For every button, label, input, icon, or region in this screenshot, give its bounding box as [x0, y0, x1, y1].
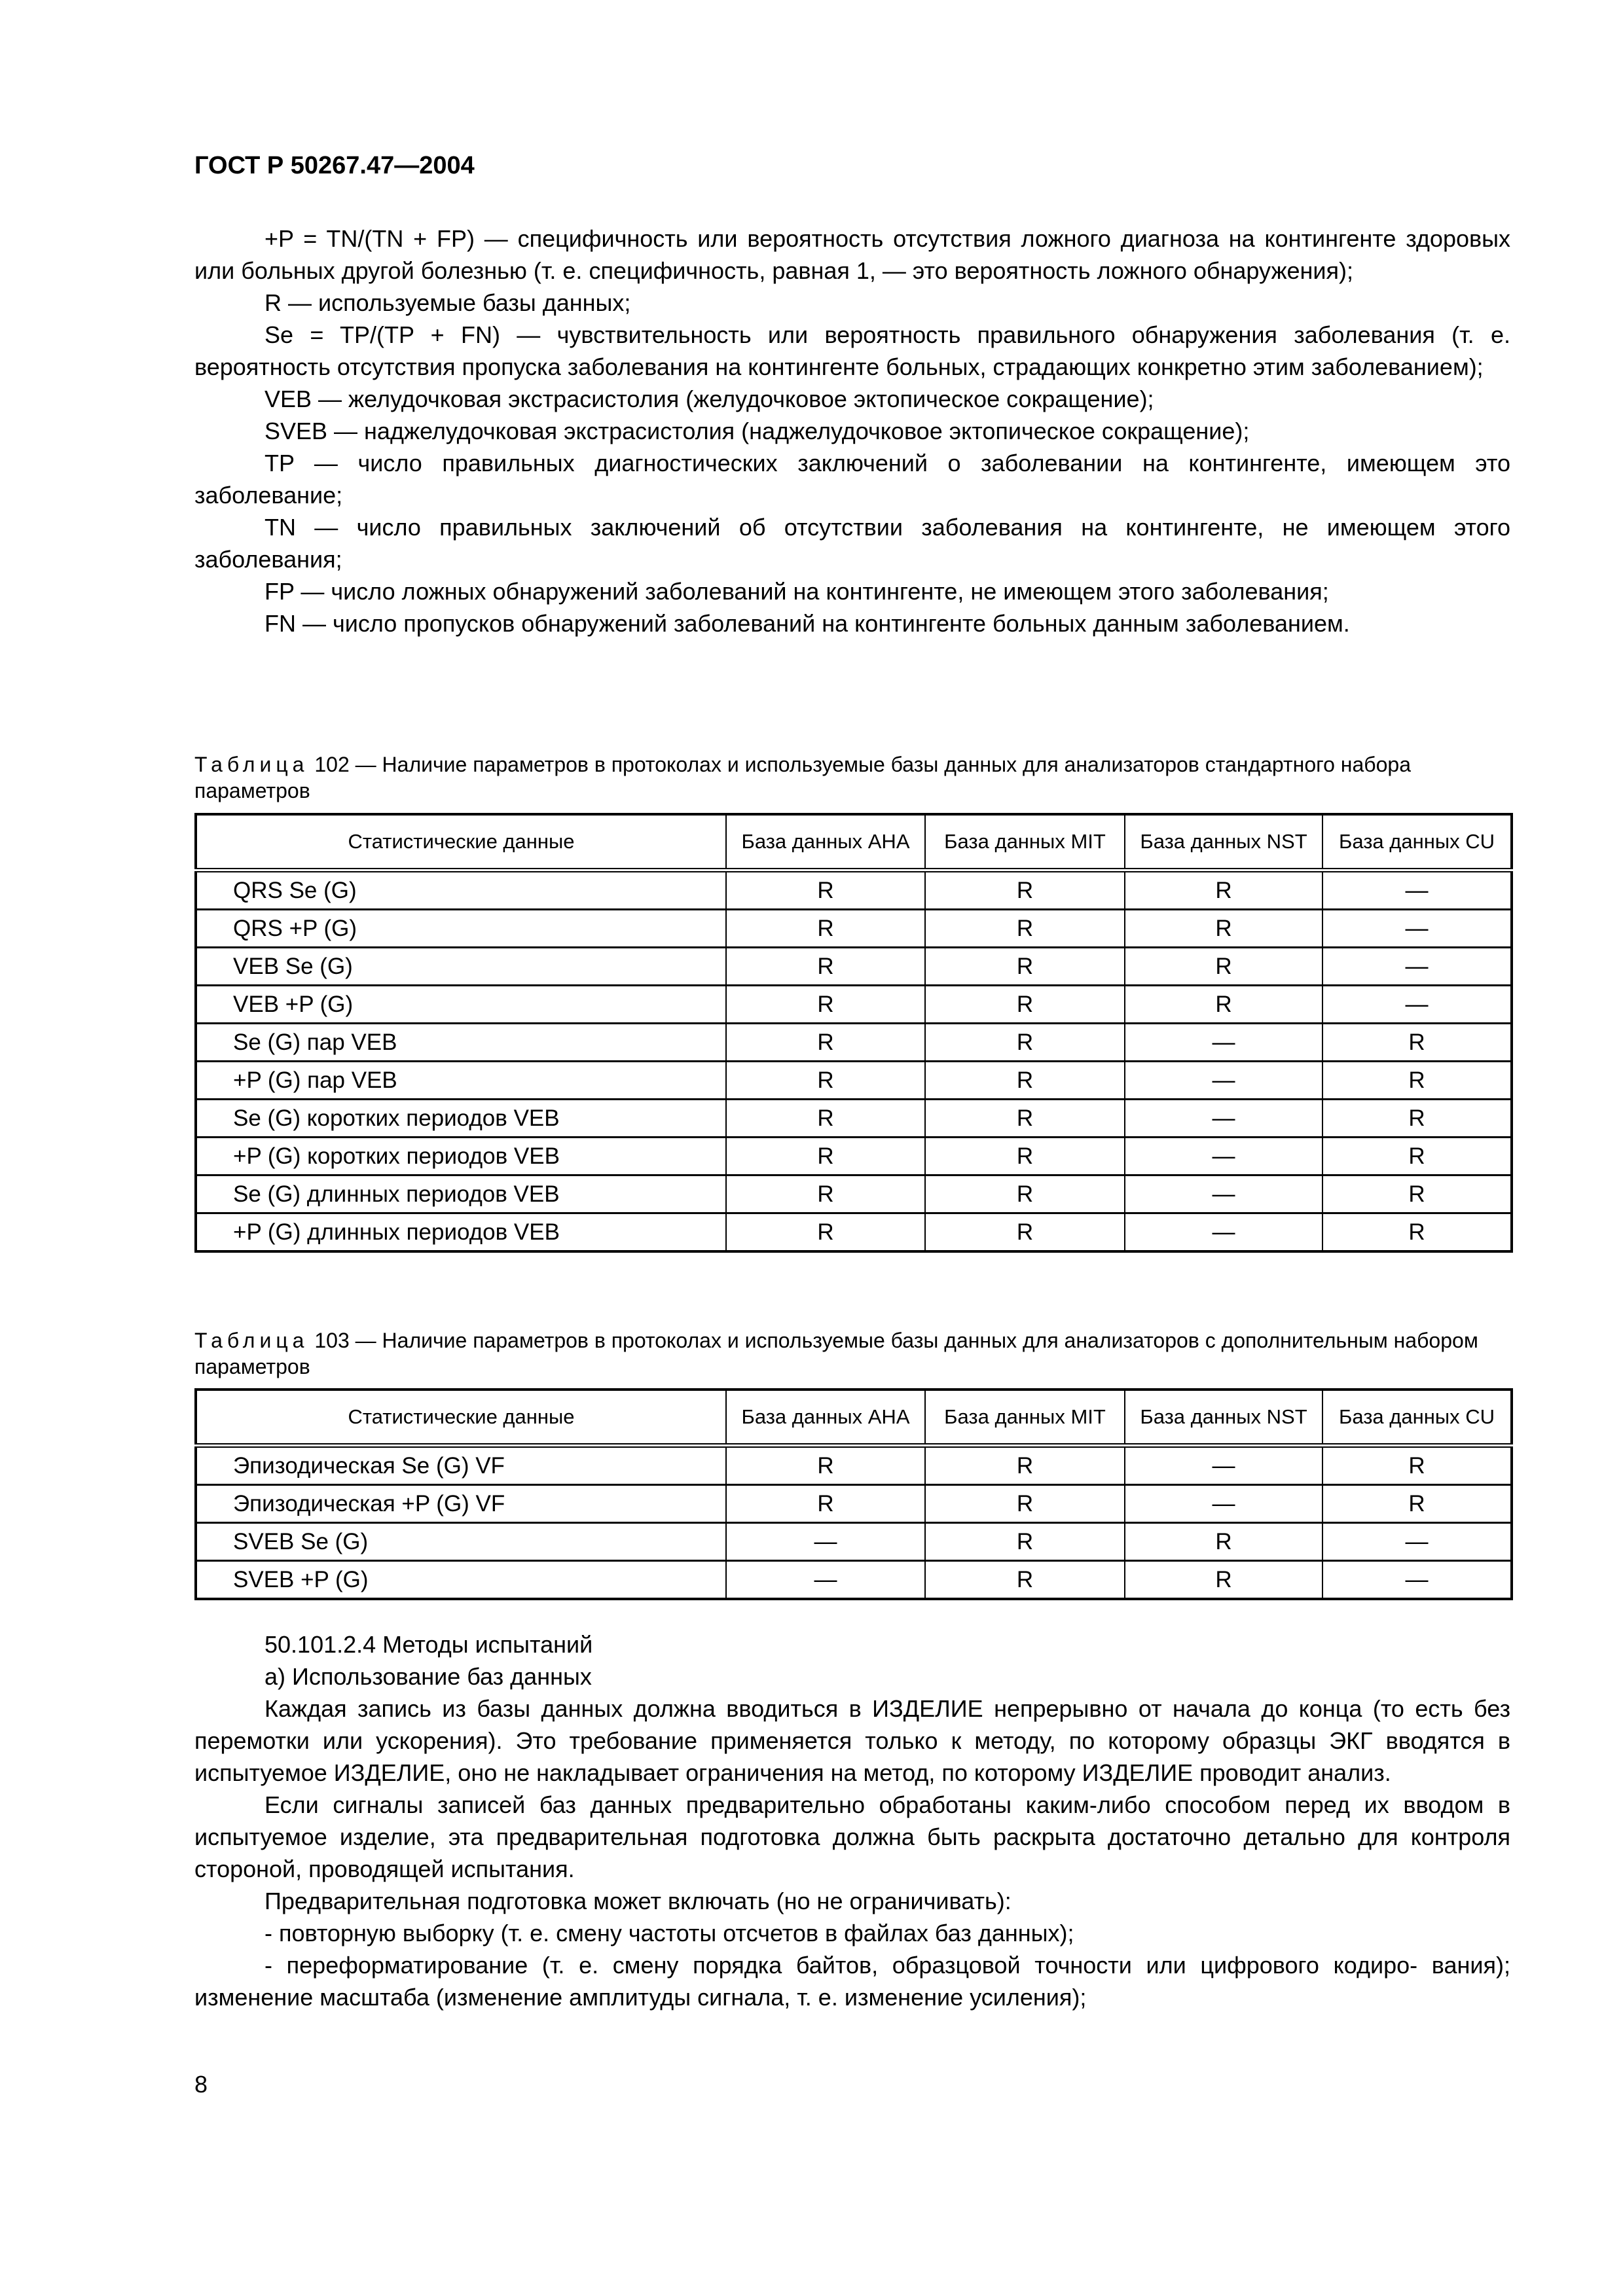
cell-nst: —: [1125, 1062, 1322, 1100]
section-paragraph: Если сигналы записей баз данных предварительно обработаны каким-либо способом перед их вводом в испытуемое изделие, эта предварительная подготовка должна быть раскрыта достаточно детально для контроля стороной, проводящей испытания.: [194, 1791, 1510, 1882]
column-header-statistics: Статистические данные: [196, 814, 726, 870]
cell-nst: —: [1125, 1485, 1322, 1523]
cell-mit: R: [925, 986, 1125, 1024]
cell-nst: —: [1125, 1446, 1322, 1485]
cell-aha: R: [726, 870, 925, 910]
cell-aha: R: [726, 1485, 925, 1523]
column-header-cu: База данных CU: [1322, 814, 1512, 870]
cell-mit: R: [925, 910, 1125, 948]
cell-nst: R: [1125, 948, 1322, 986]
table-header-row: [196, 1390, 1512, 1446]
column-header-nst: База данных NST: [1125, 814, 1322, 870]
row-label: SVEB Se (G): [196, 1523, 726, 1561]
page-number: 8: [194, 2071, 208, 2098]
row-label: +P (G) коротких периодов VEB: [196, 1138, 726, 1175]
definition-sveb: SVEB — наджелудочковая экстрасистолия (наджелудочковое эктопическое сокращение);: [264, 418, 1250, 444]
cell-aha: R: [726, 948, 925, 986]
row-label: SVEB +P (G): [196, 1561, 726, 1600]
cell-aha: R: [726, 1062, 925, 1100]
cell-cu: —: [1322, 1561, 1512, 1600]
table-caption-text: 102 — Наличие параметров в протоколах и используемые базы данных для анализаторов стандартного набора параметров: [194, 753, 1411, 802]
table-row: [196, 870, 1512, 910]
table-row: [196, 910, 1512, 948]
table-row: [196, 1446, 1512, 1485]
cell-nst: R: [1125, 870, 1322, 910]
row-label: QRS +P (G): [196, 910, 726, 948]
column-header-mit: База данных MIT: [925, 814, 1125, 870]
cell-cu: —: [1322, 948, 1512, 986]
cell-nst: —: [1125, 1213, 1322, 1252]
cell-mit: R: [925, 1561, 1125, 1600]
row-label: +P (G) длинных периодов VEB: [196, 1213, 726, 1252]
table-row: [196, 1523, 1512, 1561]
cell-mit: R: [925, 1485, 1125, 1523]
cell-mit: R: [925, 1024, 1125, 1062]
cell-cu: R: [1322, 1485, 1512, 1523]
cell-mit: R: [925, 1100, 1125, 1138]
table-102: [194, 813, 1513, 1253]
definitions-list: [194, 223, 1510, 639]
column-header-nst: База данных NST: [1125, 1390, 1322, 1446]
definition-r: R — используемые базы данных;: [264, 289, 631, 316]
cell-nst: —: [1125, 1175, 1322, 1213]
cell-cu: —: [1322, 986, 1512, 1024]
cell-aha: R: [726, 1100, 925, 1138]
column-header-aha: База данных AHA: [726, 1390, 925, 1446]
table-row: [196, 1175, 1512, 1213]
column-header-statistics: Статистические данные: [196, 1390, 726, 1446]
cell-mit: R: [925, 1175, 1125, 1213]
table-header-row: [196, 814, 1512, 870]
column-header-aha: База данных AHA: [726, 814, 925, 870]
cell-nst: R: [1125, 1523, 1322, 1561]
cell-nst: R: [1125, 910, 1322, 948]
cell-aha: R: [726, 986, 925, 1024]
section-heading: 50.101.2.4 Методы испытаний: [264, 1631, 593, 1658]
cell-mit: R: [925, 1062, 1125, 1100]
definition-tn: TN — число правильных заключений об отсутствии заболевания на контингенте, не имеющем этого заболевания;: [194, 514, 1510, 573]
cell-nst: —: [1125, 1024, 1322, 1062]
cell-cu: R: [1322, 1100, 1512, 1138]
cell-nst: —: [1125, 1138, 1322, 1175]
table-103-caption: [194, 1327, 1510, 1380]
table-label: Таблица: [194, 753, 309, 776]
cell-aha: —: [726, 1523, 925, 1561]
row-label: QRS Se (G): [196, 870, 726, 910]
table-label: Таблица: [194, 1329, 309, 1352]
cell-cu: R: [1322, 1175, 1512, 1213]
row-label: VEB Se (G): [196, 948, 726, 986]
cell-cu: R: [1322, 1138, 1512, 1175]
row-label: Эпизодическая +P (G) VF: [196, 1485, 726, 1523]
row-label: VEB +P (G): [196, 986, 726, 1024]
table-102-caption: [194, 751, 1510, 804]
cell-cu: R: [1322, 1062, 1512, 1100]
section-paragraph: Предварительная подготовка может включать (но не ограничивать):: [264, 1888, 1012, 1914]
cell-nst: R: [1125, 986, 1322, 1024]
column-header-mit: База данных MIT: [925, 1390, 1125, 1446]
definition-tp: TP — число правильных диагностических заключений о заболевании на контингенте, имеющем это заболевание;: [194, 450, 1510, 509]
table-row: [196, 1485, 1512, 1523]
section-paragraph: Каждая запись из базы данных должна вводиться в ИЗДЕЛИЕ непрерывно от начала до конца (то есть без перемотки или ускорения). Это требование применяется только к методу, по которому образцы ЭКГ вводятся в испытуемое ИЗДЕЛИЕ, оно не накладывает ограничения на метод, по которому ИЗДЕЛИЕ проводит анализ.: [194, 1695, 1510, 1786]
table-caption-text: 103 — Наличие параметров в протоколах и используемые базы данных для анализаторов с дополнительным набором параметров: [194, 1329, 1478, 1378]
cell-aha: R: [726, 1175, 925, 1213]
table-row: [196, 1213, 1512, 1252]
cell-cu: —: [1322, 870, 1512, 910]
cell-cu: —: [1322, 1523, 1512, 1561]
list-item: - повторную выборку (т. е. смену частоты отсчетов в файлах баз данных);: [264, 1920, 1074, 1946]
row-label: Se (G) коротких периодов VEB: [196, 1100, 726, 1138]
table-row: [196, 1138, 1512, 1175]
cell-cu: R: [1322, 1446, 1512, 1485]
definition-sensitivity: Se = TP/(TP + FN) — чувствительность или вероятность правильного обнаружения заболевания (т. е. вероятность отсутствия пропуска заболевания на контингенте больных, страдающих конкретно этим заболеванием);: [194, 321, 1510, 380]
cell-cu: —: [1322, 910, 1512, 948]
section-subheading: а) Использование баз данных: [264, 1663, 592, 1690]
cell-aha: R: [726, 1446, 925, 1485]
cell-mit: R: [925, 1446, 1125, 1485]
cell-cu: R: [1322, 1213, 1512, 1252]
test-methods-section: [194, 1628, 1510, 2013]
definition-specificity: +P = TN/(TN + FP) — специфичность или вероятность отсутствия ложного диагноза на контингенте здоровых или больных другой болезнью (т. е. специфичность, равная 1, — это вероятность ложного обнаружения);: [194, 225, 1510, 284]
cell-nst: —: [1125, 1100, 1322, 1138]
table-row: [196, 986, 1512, 1024]
table-row: [196, 1100, 1512, 1138]
row-label: Эпизодическая Se (G) VF: [196, 1446, 726, 1485]
list-item: - переформатирование (т. е. смену порядка байтов, образцовой точности или цифрового кодиро- вания); изменение масштаба (изменение амплитуды сигнала, т. е. изменение усиления);: [194, 1952, 1510, 2011]
definition-fn: FN — число пропусков обнаружений заболеваний на контингенте больных данным заболеванием.: [264, 610, 1350, 637]
cell-mit: R: [925, 1138, 1125, 1175]
table-row: [196, 1561, 1512, 1600]
table-row: [196, 1024, 1512, 1062]
cell-nst: R: [1125, 1561, 1322, 1600]
column-header-cu: База данных CU: [1322, 1390, 1512, 1446]
row-label: Se (G) пар VEB: [196, 1024, 726, 1062]
cell-mit: R: [925, 870, 1125, 910]
cell-mit: R: [925, 948, 1125, 986]
cell-mit: R: [925, 1523, 1125, 1561]
definition-veb: VEB — желудочковая экстрасистолия (желудочковое эктопическое сокращение);: [264, 386, 1154, 412]
document-id-header: ГОСТ Р 50267.47—2004: [194, 152, 475, 179]
table-row: [196, 1062, 1512, 1100]
definition-fp: FP — число ложных обнаружений заболеваний на контингенте, не имеющем этого заболевания;: [264, 578, 1329, 605]
cell-aha: R: [726, 1213, 925, 1252]
cell-aha: —: [726, 1561, 925, 1600]
cell-mit: R: [925, 1213, 1125, 1252]
row-label: +P (G) пар VEB: [196, 1062, 726, 1100]
cell-cu: R: [1322, 1024, 1512, 1062]
cell-aha: R: [726, 1024, 925, 1062]
table-103: [194, 1388, 1513, 1600]
row-label: Se (G) длинных периодов VEB: [196, 1175, 726, 1213]
table-row: [196, 948, 1512, 986]
cell-aha: R: [726, 910, 925, 948]
cell-aha: R: [726, 1138, 925, 1175]
